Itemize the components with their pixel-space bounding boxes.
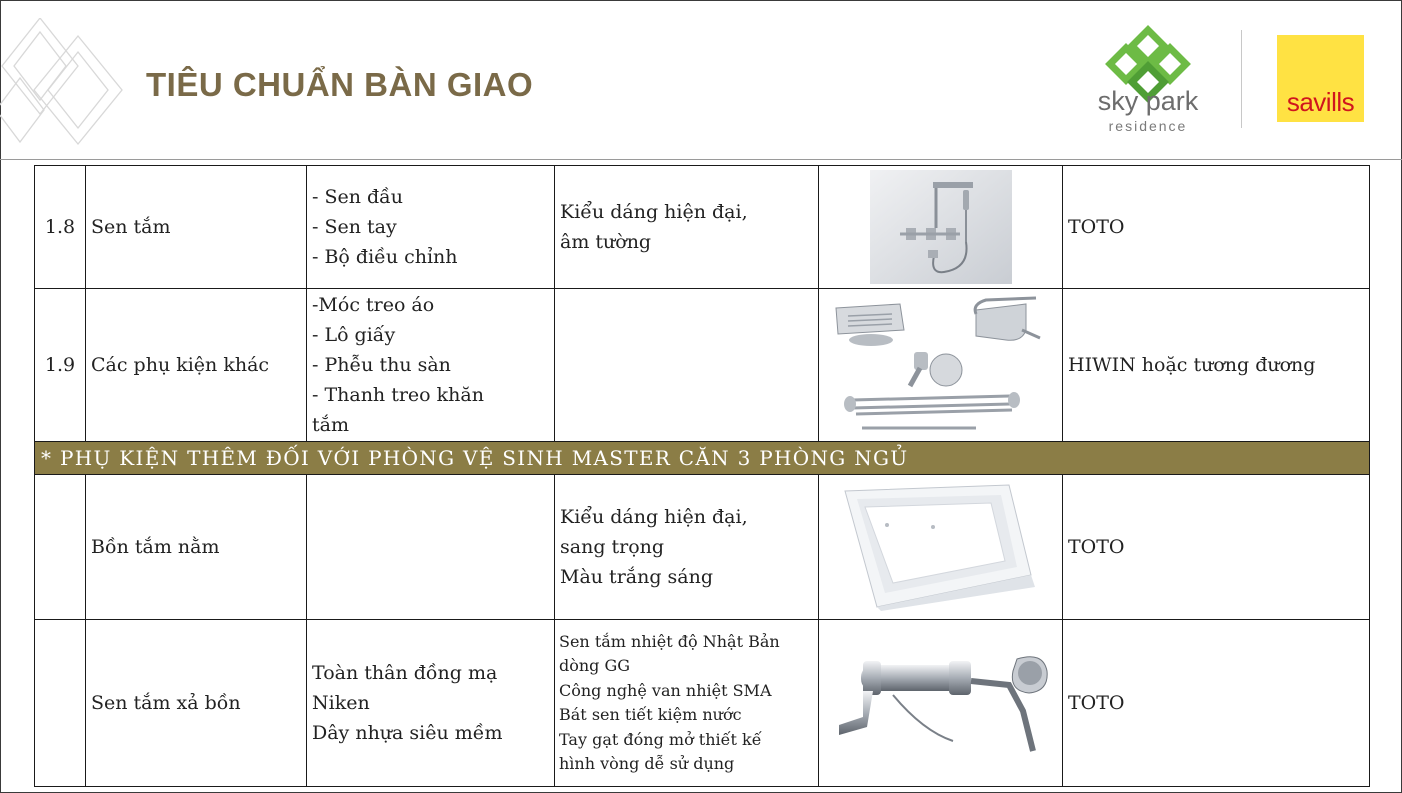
description-line: sang trọng [560, 536, 665, 558]
product-image-cell [819, 166, 1063, 289]
row-number: 1.9 [35, 289, 86, 442]
item-description [555, 475, 819, 620]
description-line: Tay gạt đóng mở thiết kế [559, 729, 762, 749]
product-image-cell [819, 289, 1063, 442]
rain-shower-set-icon [870, 170, 1012, 284]
item-description [555, 289, 819, 442]
item-description [555, 166, 819, 289]
logo-subtitle: residence [1108, 118, 1188, 134]
savills-logo [1277, 35, 1364, 122]
table-row [35, 620, 1370, 787]
description-line: Kiểu dáng hiện đại, [560, 506, 748, 528]
product-image-cell [819, 475, 1063, 620]
thermostatic-bath-mixer-icon [833, 651, 1049, 755]
item-components [307, 620, 555, 787]
item-components [307, 289, 555, 442]
description-line: âm tường [560, 231, 652, 253]
diamond-pattern-icon [0, 18, 130, 148]
row-number [35, 475, 86, 620]
brand-name: HIWIN hoặc tương đương [1063, 289, 1370, 442]
component-line: Toàn thân đồng mạ [312, 662, 498, 684]
row-number: 1.8 [35, 166, 86, 289]
component-line: - Lô giấy [312, 324, 396, 346]
logo-divider [1241, 30, 1242, 128]
savills-logo-text: savills [1286, 87, 1355, 117]
item-components [307, 475, 555, 620]
description-line: Màu trắng sáng [560, 566, 714, 588]
component-line: - Sen tay [312, 216, 397, 238]
item-name: Bồn tắm nằm [86, 475, 307, 620]
description-line: Kiểu dáng hiện đại, [560, 201, 748, 223]
brand-name: TOTO [1063, 475, 1370, 620]
description-line: Công nghệ van nhiệt SMA [559, 680, 772, 700]
section-band-row [35, 442, 1370, 475]
table-row [35, 475, 1370, 620]
item-name: Sen tắm [86, 166, 307, 289]
bathroom-accessories-icon [826, 290, 1056, 440]
handover-standards-table [34, 165, 1370, 787]
description-line: hình vòng dễ sử dụng [559, 754, 735, 773]
component-line: Niken [312, 692, 370, 714]
item-name: Các phụ kiện khác [86, 289, 307, 442]
logo-name: sky park [1097, 86, 1199, 116]
item-description [555, 620, 819, 787]
section-band: * PHỤ KIỆN THÊM ĐỐI VỚI PHÒNG VỆ SINH MASTER CĂN 3 PHÒNG NGỦ [35, 442, 1370, 475]
row-number [35, 620, 86, 787]
table-row [35, 166, 1370, 289]
component-line: - Thanh treo khăn [312, 384, 484, 406]
component-line: Dây nhựa siêu mềm [312, 722, 503, 744]
description-line: Sen tắm nhiệt độ Nhật Bản [559, 631, 780, 651]
component-line: -Móc treo áo [312, 294, 435, 316]
component-line: tắm [312, 414, 349, 436]
brand-name: TOTO [1063, 620, 1370, 787]
table-row [35, 289, 1370, 442]
page-header [0, 0, 1402, 160]
bathtub-icon [841, 483, 1041, 611]
page-title: TIÊU CHUẨN BÀN GIAO [146, 66, 534, 103]
description-line: dòng GG [559, 656, 631, 675]
brand-name: TOTO [1063, 166, 1370, 289]
component-line: - Phễu thu sàn [312, 354, 451, 376]
component-line: - Sen đầu [312, 186, 404, 208]
component-line: - Bộ điều chỉnh [312, 246, 458, 268]
description-line: Bát sen tiết kiệm nước [559, 705, 742, 724]
header-divider [0, 159, 1402, 160]
item-name: Sen tắm xả bồn [86, 620, 307, 787]
item-components [307, 166, 555, 289]
product-image-cell [819, 620, 1063, 787]
